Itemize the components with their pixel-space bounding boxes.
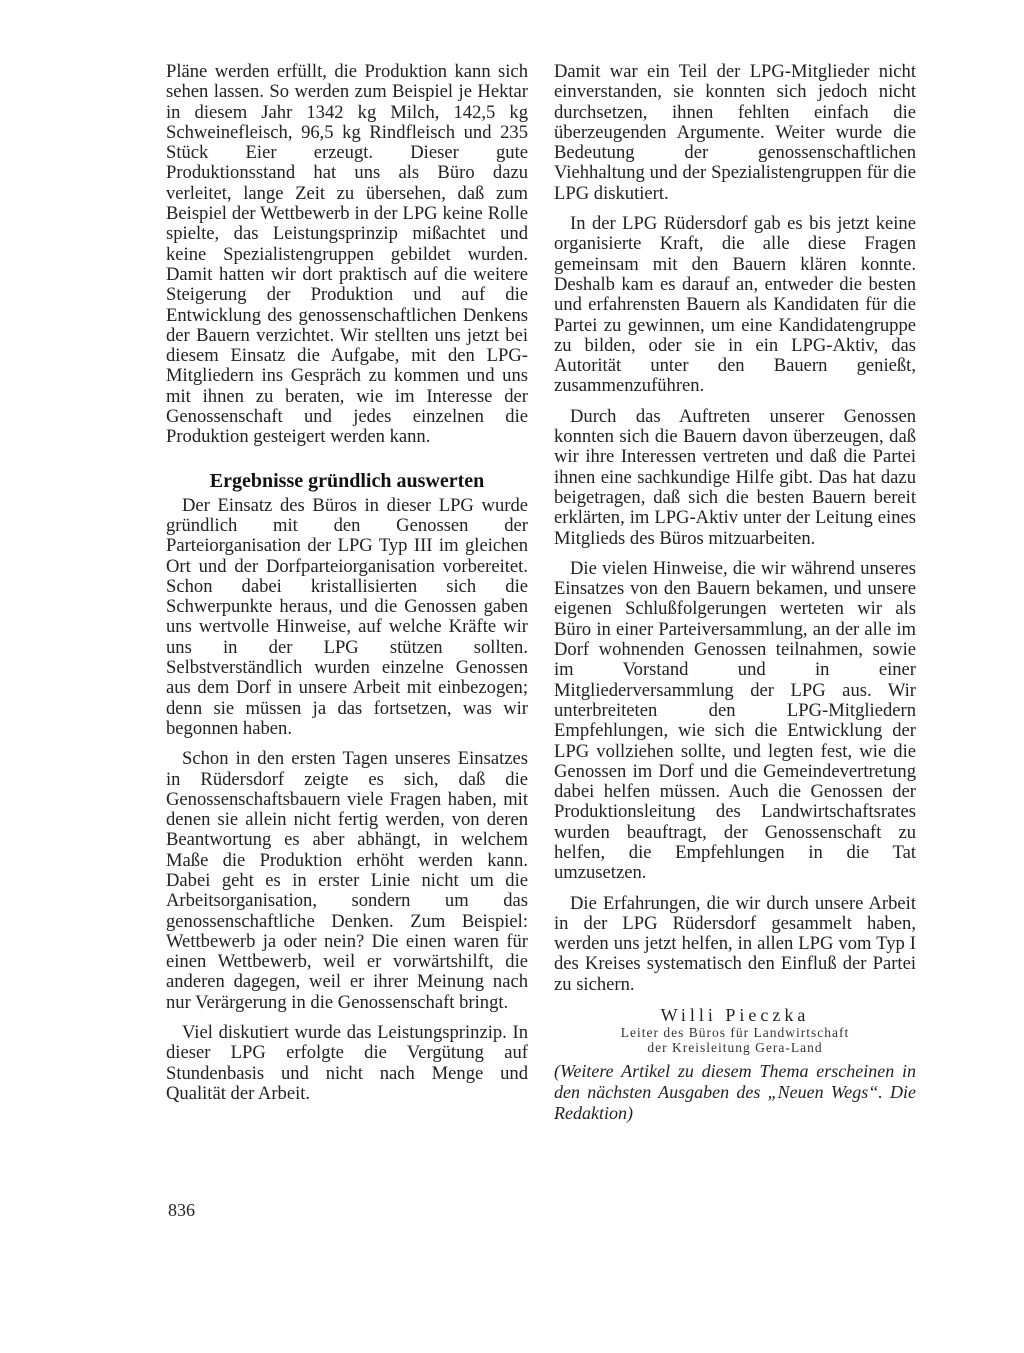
paragraph: Durch das Auftreten unserer Genossen konnten sich die Bauern davon überzeugen, daß wir ihre Interessen vertreten und daß die Partei ihnen eine sachkundige Hilfe gibt. Das hat dazu beigetragen, daß sich die besten Bauern bereit erklärten, im LPG-Aktiv unter der Leitung eines Mitglieds des Büros mitzuarbeiten. bbox=[554, 405, 916, 549]
left-column bbox=[166, 62, 528, 1114]
paragraph: Der Einsatz des Büros in dieser LPG wurde gründlich mit den Genossen der Parteiorganisation der LPG Typ III im gleichen Ort und der Dorfparteiorganisation vorbereitet. Schon dabei kristallisierten sich die Schwerpunkte heraus, und die Genossen gaben uns wertvolle Hinweise, auf welche Kräfte wir uns in der LPG stützen sollten. Selbstverständlich wurden einzelne Genossen aus dem Dorf in unsere Arbeit mit einbezogen; denn sie müssen ja das fortsetzen, was wir begonnen haben. bbox=[166, 494, 528, 739]
paragraph: Die Erfahrungen, die wir durch unsere Arbeit in der LPG Rüdersdorf gesammelt haben, werden uns jetzt helfen, in allen LPG vom Typ I des Kreises systematisch den Einfluß der Partei zu sichern. bbox=[554, 892, 916, 995]
author-name: Willi Pieczka bbox=[660, 1005, 810, 1026]
paragraph: Damit war ein Teil der LPG-Mitglieder nicht einverstanden, sie konnten sich jedoch nicht durchsetzen, ihnen fehlten einfach die überzeugenden Argumente. Weiter wurde die Bedeutung der genossenschaftlichen Viehhaltung und der Spezialistengruppen für die LPG diskutiert. bbox=[554, 61, 916, 204]
author-role-line-2: der Kreisleitung Gera-Land bbox=[647, 1040, 823, 1056]
paragraph: In der LPG Rüdersdorf gab es bis jetzt keine organisierte Kraft, die alle diese Fragen gemeinsam mit den Bauern klären konnte. Deshalb kam es darauf an, entweder die besten und erfahrensten Bauern als Kandidaten für die Partei zu gewinnen, um eine Kandidatengruppe zu bilden, oder sie in ein LPG-Aktiv, das Autorität unter den Bauern genießt, zusammenzuführen. bbox=[554, 213, 916, 397]
section-heading: Ergebnisse gründlich auswerten bbox=[209, 469, 485, 492]
paragraph: Viel diskutiert wurde das Leistungsprinzip. In dieser LPG erfolgte die Vergütung auf Stundenbasis und nicht nach Menge und Qualität der Arbeit. bbox=[166, 1022, 528, 1104]
paragraph: Die vielen Hinweise, die wir während unseres Einsatzes von den Bauern bekamen, und unsere eigenen Schlußfolgerungen werteten wir als Büro in einer Parteiversammlung, an der alle im Dorf wohnenden Genossen teilnahmen, sowie im Vorstand und in einer Mitgliederversammlung der LPG aus. Wir unterbreiteten den LPG-Mitgliedern Empfehlungen, wie sich die Entwicklung der LPG vollziehen sollte, und legten fest, wie die Genossen im Dorf und die Gemeindevertretung dabei helfen müssen. Auch die Genossen der Produktionsleitung des Landwirtschaftsrates wurden beauftragt, der Genossenschaft zu helfen, die Empfehlungen in die Tat umzusetzen. bbox=[554, 557, 916, 884]
paragraph: Pläne werden erfüllt, die Produktion kann sich sehen lassen. So werden zum Beispiel je Hektar in diesem Jahr 1342 kg Milch, 142,5 kg Schweinefleisch, 96,5 kg Rindfleisch und 235 Stück Eier erzeugt. Dieser gute Produktionsstand hat uns als Büro dazu verleitet, lange Zeit zu übersehen, daß zum Beispiel der Wettbewerb in der LPG keine Rolle spielte, das Leistungsprinzip mißachtet und keine Spezialistengruppen gebildet wurden. Damit hatten wir dort praktisch auf die weitere Steigerung der Produktion und auf die Entwicklung des genossenschaftlichen Denkens der Bauern verzichtet. Wir stellten uns jetzt bei diesem Einsatz die Aufgabe, mit den LPG-Mitgliedern ins Gespräch zu kommen und uns mit ihnen zu beraten, wie im Interesse der Genossenschaft und jedes einzelnen die Produktion gesteigert werden kann. bbox=[166, 61, 528, 448]
page-number: 836 bbox=[168, 1200, 195, 1220]
paragraph: Schon in den ersten Tagen unseres Einsatzes in Rüdersdorf zeigte es sich, daß die Genossenschaftsbauern viele Fragen haben, mit denen sie allein nicht fertig werden, von deren Beantwortung es aber abhängt, in welchem Maße die Produktion erhöht werden kann. Dabei geht es in erster Linie nicht um die Arbeitsorganisation, sondern um das genossenschaftliche Denken. Zum Beispiel: Wettbewerb ja oder nein? Die einen waren für einen Wettbewerb, weil er vorwärtshilft, die anderen dagegen, weil er ihrer Meinung nach nur Verärgerung in die Genossenschaft bringt. bbox=[166, 748, 528, 1013]
author-role-line-1: Leiter des Büros für Landwirtschaft bbox=[620, 1025, 850, 1041]
editorial-note: (Weitere Artikel zu diesem Thema erscheinen in den nächsten Ausgaben des „Neuen Wegs“. Die Redaktion) bbox=[554, 1061, 916, 1124]
right-column bbox=[554, 62, 916, 1124]
